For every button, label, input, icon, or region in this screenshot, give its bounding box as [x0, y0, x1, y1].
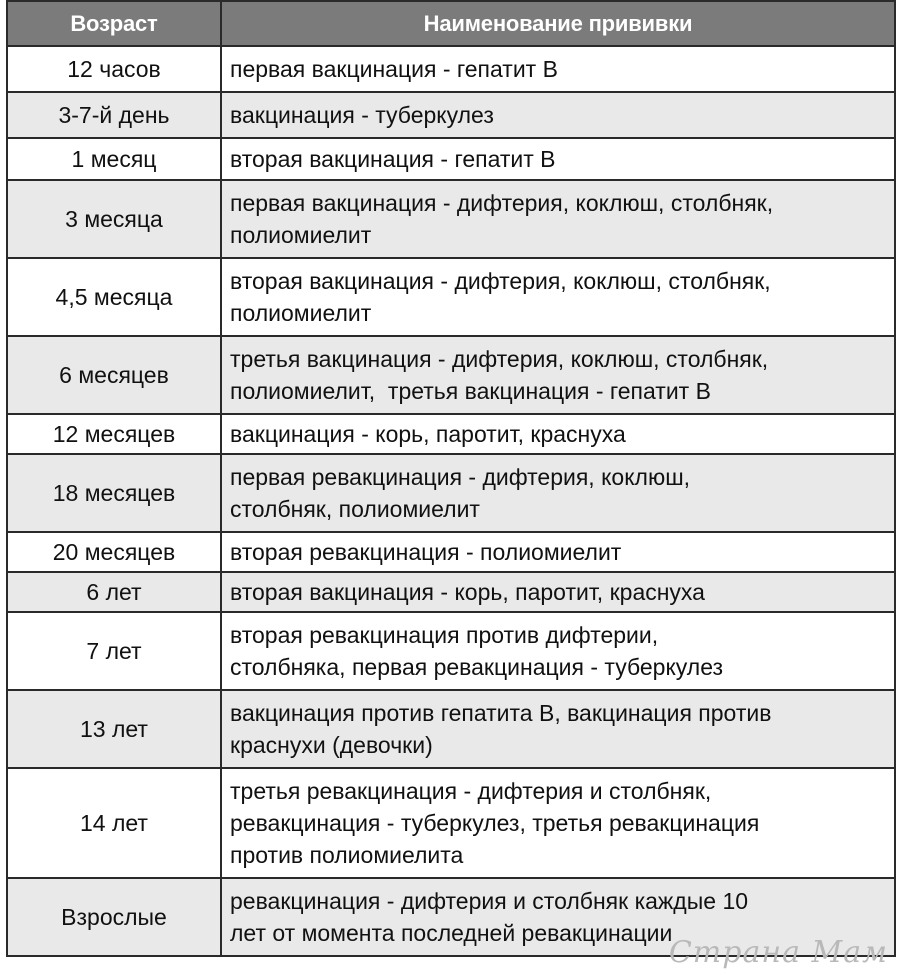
- age-cell: 3-7-й день: [7, 92, 221, 138]
- vaccination-table: [6, 0, 896, 957]
- vaccination-cell: [221, 454, 895, 532]
- vaccination-line: столбняка, первая ревакцинация - туберкулез: [230, 654, 724, 680]
- table-row: [7, 454, 895, 532]
- table-row: [7, 690, 895, 768]
- vaccination-line: первая ревакцинация - дифтерия, коклюш,: [230, 464, 691, 490]
- age-cell: 14 лет: [7, 768, 221, 878]
- age-cell: 7 лет: [7, 612, 221, 690]
- vaccination-line: полиомиелит, третья вакцинация - гепатит В: [230, 378, 711, 404]
- vaccination-line: третья вакцинация - дифтерия, коклюш, столбняк,: [230, 346, 769, 372]
- header-age: Возраст: [7, 1, 221, 46]
- table-row: [7, 258, 895, 336]
- vaccination-line: против полиомиелита: [230, 842, 464, 868]
- vaccination-line: вакцинация против гепатита В, вакцинация против: [230, 700, 772, 726]
- age-cell: Взрослые: [7, 878, 221, 956]
- age-cell: 12 часов: [7, 46, 221, 92]
- vaccination-line: вакцинация - туберкулез: [230, 102, 494, 128]
- vaccination-line: краснухи (девочки): [230, 732, 433, 758]
- age-cell: 3 месяца: [7, 180, 221, 258]
- age-cell: 4,5 месяца: [7, 258, 221, 336]
- vaccination-line: вторая ревакцинация - полиомиелит: [230, 539, 622, 565]
- vaccination-cell: [221, 768, 895, 878]
- age-cell: 20 месяцев: [7, 532, 221, 572]
- watermark-logo: Страна Мам: [668, 935, 888, 970]
- header-vaccination: Наименование прививки: [221, 1, 895, 46]
- table-row: [7, 532, 895, 572]
- age-cell: 6 лет: [7, 572, 221, 612]
- vaccination-line: ревакцинация - дифтерия и столбняк каждые 10: [230, 888, 749, 914]
- vaccination-line: первая вакцинация - гепатит В: [230, 56, 558, 82]
- age-cell: 12 месяцев: [7, 414, 221, 454]
- vaccination-cell: [221, 414, 895, 454]
- table-row: [7, 414, 895, 454]
- vaccination-line: третья ревакцинация - дифтерия и столбняк,: [230, 778, 712, 804]
- table-row: [7, 572, 895, 612]
- table-row: [7, 92, 895, 138]
- vaccination-line: вторая вакцинация - корь, паротит, краснуха: [230, 579, 705, 605]
- vaccination-cell: [221, 180, 895, 258]
- age-cell: 6 месяцев: [7, 336, 221, 414]
- table-row: [7, 46, 895, 92]
- vaccination-cell: [221, 336, 895, 414]
- table-row: [7, 180, 895, 258]
- age-cell: 18 месяцев: [7, 454, 221, 532]
- vaccination-cell: [221, 258, 895, 336]
- vaccination-cell: [221, 572, 895, 612]
- vaccination-line: вторая вакцинация - гепатит В: [230, 146, 556, 172]
- vaccination-line: вторая ревакцинация против дифтерии,: [230, 622, 659, 648]
- vaccination-cell: [221, 46, 895, 92]
- vaccination-line: ревакцинация - туберкулез, третья ревакцинация: [230, 810, 760, 836]
- table-header-row: [7, 1, 895, 46]
- table-body: [7, 46, 895, 956]
- vaccination-schedule: [6, 0, 894, 957]
- table-row: [7, 336, 895, 414]
- vaccination-line: лет от момента последней ревакцинации: [230, 920, 673, 946]
- vaccination-line: первая вакцинация - дифтерия, коклюш, столбняк,: [230, 190, 774, 216]
- vaccination-cell: [221, 532, 895, 572]
- table-row: [7, 612, 895, 690]
- vaccination-cell: [221, 138, 895, 180]
- table-row: [7, 768, 895, 878]
- vaccination-line: столбняк, полиомиелит: [230, 496, 480, 522]
- vaccination-cell: [221, 92, 895, 138]
- vaccination-line: полиомиелит: [230, 300, 372, 326]
- vaccination-line: вторая вакцинация - дифтерия, коклюш, столбняк,: [230, 268, 771, 294]
- vaccination-line: полиомиелит: [230, 222, 372, 248]
- age-cell: 13 лет: [7, 690, 221, 768]
- vaccination-cell: [221, 690, 895, 768]
- age-cell: 1 месяц: [7, 138, 221, 180]
- vaccination-line: вакцинация - корь, паротит, краснуха: [230, 421, 626, 447]
- vaccination-cell: [221, 612, 895, 690]
- table-row: [7, 138, 895, 180]
